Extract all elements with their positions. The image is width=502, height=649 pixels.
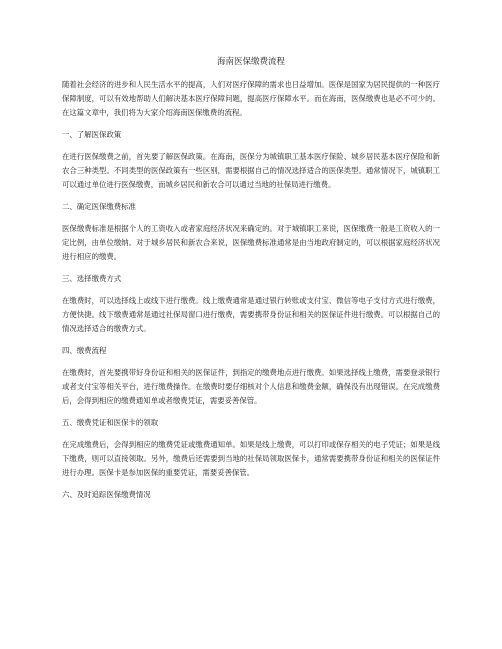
section-5-body: 在完成缴费后，会得到相应的缴费凭证或缴费通知单。如果是线上缴费，可以打印或保存相关的电子凭证；如果是线下缴费，则可以直接领取。另外，缴费后还需要到当地的社保局领取医保卡，通常需要携带身份证和相关的医保证件进行办理。医保卡是参加医保的重要凭证，需要妥善保管。	[62, 440, 440, 477]
intro-paragraph: 随着社会经济的进步和人民生活水平的提高，人们对医疗保障的需求也日益增加。医保是国家为居民提供的一种医疗保障制度，可以有效地帮助人们解决基本医疗保障问题，提高医疗保障水平。而在海南，医保缴费也是必不可少的。在这篇文章中，我们将为大家介绍海南医保缴费的流程。	[62, 80, 440, 117]
section-3-heading: 三、选择缴费方式	[62, 274, 122, 283]
document-page	[62, 56, 440, 510]
section-4-body: 在缴费时，首先要携带好身份证和相关的医保证件，到指定的缴费地点进行缴费。如果选择线上缴费，需要登录银行或者支付宝等相关平台，进行缴费操作。在缴费时要仔细核对个人信息和缴费金额，确保没有出现错误。在完成缴费后，会得到相应的缴费通知单或者缴费凭证，需要妥善保管。	[62, 368, 440, 405]
section-3-body: 在缴费时，可以选择线上或线下进行缴费。线上缴费通常是通过银行转账或支付宝、微信等电子支付方式进行缴费，方便快捷。线下缴费通常是通过社保局窗口进行缴费，需要携带身份证和相关的医保证件进行缴费。可以根据自己的情况选择适合的缴费方式。	[62, 296, 440, 333]
section-5-heading: 五、缴费凭证和医保卡的领取	[62, 418, 159, 427]
section-4-heading: 四、缴费流程	[62, 346, 107, 355]
section-2-body: 医保缴费标准是根据个人的工资收入或者家庭经济状况来确定的。对于城镇职工来说，医保缴费一般是工资收入的一定比例，由单位缴纳。对于城乡居民和新农合来说，医保缴费标准通常是由当地政府制定的，可以根据家庭经济状况进行相应的缴费。	[62, 224, 440, 261]
section-1-body: 在进行医保缴费之前，首先要了解医保政策。在海南，医保分为城镇职工基本医疗保险、城乡居民基本医疗保险和新农合三种类型。不同类型的医保政策有一些区别，需要根据自己的情况选择适合的医保类型。通常情况下，城镇职工可以通过单位进行医保缴费，而城乡居民和新农合可以通过当地的社保局进行缴费。	[62, 152, 440, 189]
section-2-heading: 二、确定医保缴费标准	[62, 202, 136, 211]
section-1-heading: 一、了解医保政策	[62, 130, 122, 139]
document-title: 海南医保缴费流程	[216, 57, 285, 67]
section-6-heading: 六、及时追踪医保缴费情况	[62, 490, 151, 499]
